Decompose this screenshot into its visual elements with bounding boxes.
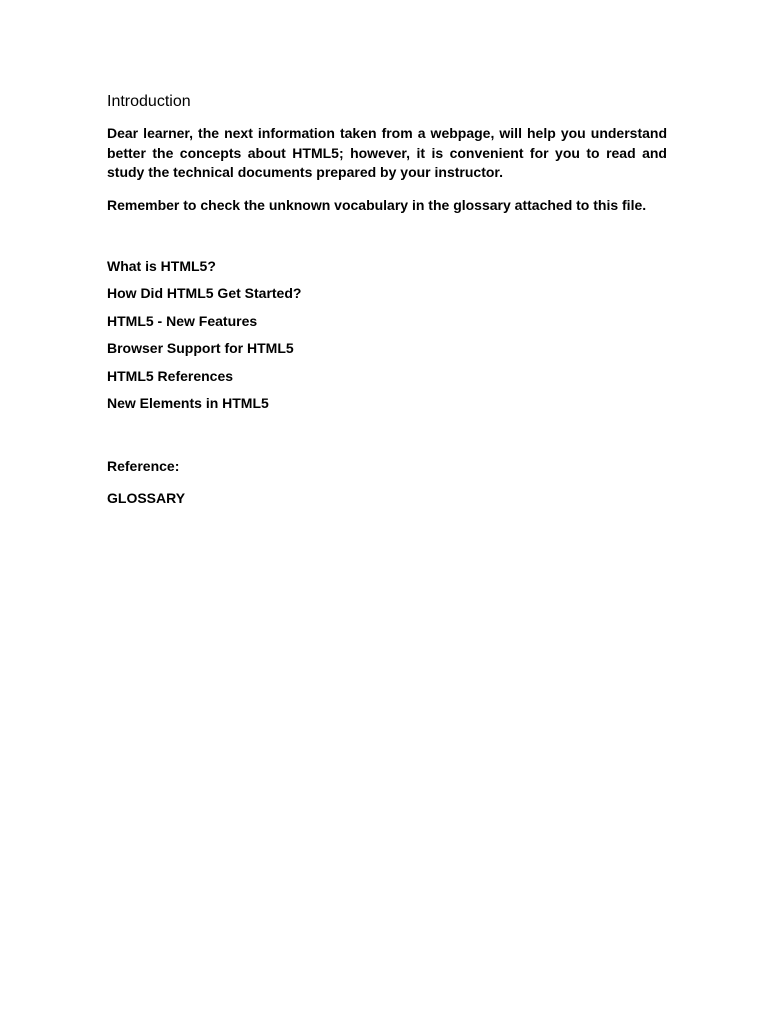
glossary-link[interactable]: GLOSSARY — [107, 489, 186, 506]
reference-label: Reference: — [107, 457, 180, 474]
topic-item-new-features[interactable]: HTML5 - New Features — [107, 312, 258, 329]
glossary-reminder: Remember to check the unknown vocabulary in the glossary attached to this file. — [107, 196, 647, 213]
intro-paragraph: Dear learner, the next information taken from a webpage, will help you understand better the concepts about HTML5; however, it is convenient for you to read and study the technical documents prepared by your instructor. — [107, 125, 667, 180]
document-page — [107, 90, 667, 508]
topic-item-what-is-html5[interactable]: What is HTML5? — [107, 257, 216, 274]
topic-item-browser-support[interactable]: Browser Support for HTML5 — [107, 340, 294, 356]
page-title: Introduction — [107, 93, 191, 110]
topic-item-how-html5-started[interactable]: How Did HTML5 Get Started? — [107, 285, 302, 301]
topic-item-references[interactable]: HTML5 References — [107, 367, 234, 384]
topic-list — [107, 256, 667, 421]
topic-item-new-elements[interactable]: New Elements in HTML5 — [107, 395, 269, 411]
